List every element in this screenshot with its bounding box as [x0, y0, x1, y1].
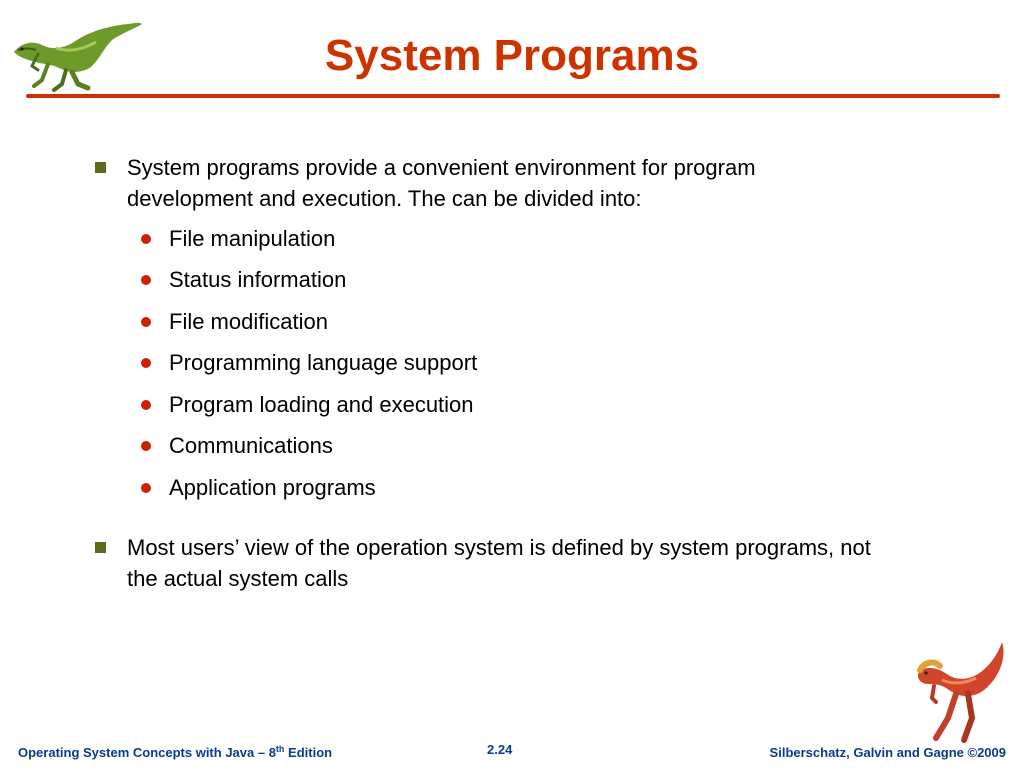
square-bullet-icon: [95, 542, 106, 553]
sub-bullet-text: Application programs: [169, 475, 376, 500]
sub-bullet-text: Communications: [169, 433, 333, 458]
round-bullet-icon: [141, 358, 151, 368]
bullet-text: System programs provide a convenient environment for program development and execution. The can be divided into:: [127, 155, 756, 211]
bullet-text: Most users’ view of the operation system is defined by system programs, not the actual system calls: [127, 535, 871, 591]
page-number: 2.24: [487, 742, 513, 757]
round-bullet-icon: [141, 234, 151, 244]
bullet-item: [95, 532, 875, 594]
red-dinosaur-icon: [906, 640, 1010, 744]
bullet-item: [95, 152, 875, 214]
sub-bullet-text: File manipulation: [169, 226, 336, 251]
round-bullet-icon: [141, 483, 151, 493]
round-bullet-icon: [141, 441, 151, 451]
sub-bullet-text: Program loading and execution: [169, 392, 474, 417]
sub-bullet-text: File modification: [169, 309, 328, 334]
square-bullet-icon: [95, 162, 106, 173]
slide-title: System Programs: [324, 31, 700, 80]
sub-bullet-item: [141, 347, 477, 378]
sub-bullet-item: [141, 306, 328, 337]
footer-book-title: Operating System Concepts with Java – 8th Edition: [18, 744, 333, 760]
sub-bullet-item: [141, 389, 474, 420]
footer-copyright: Silberschatz, Galvin and Gagne ©2009: [769, 745, 1006, 760]
sub-bullet-item: [141, 264, 346, 295]
round-bullet-icon: [141, 400, 151, 410]
sub-bullet-item: [141, 430, 333, 461]
round-bullet-icon: [141, 275, 151, 285]
round-bullet-icon: [141, 317, 151, 327]
sub-bullet-text: Status information: [169, 267, 347, 292]
sub-bullet-text: Programming language support: [169, 350, 478, 375]
sub-bullet-item: [141, 223, 335, 254]
sub-bullet-item: [141, 472, 376, 503]
